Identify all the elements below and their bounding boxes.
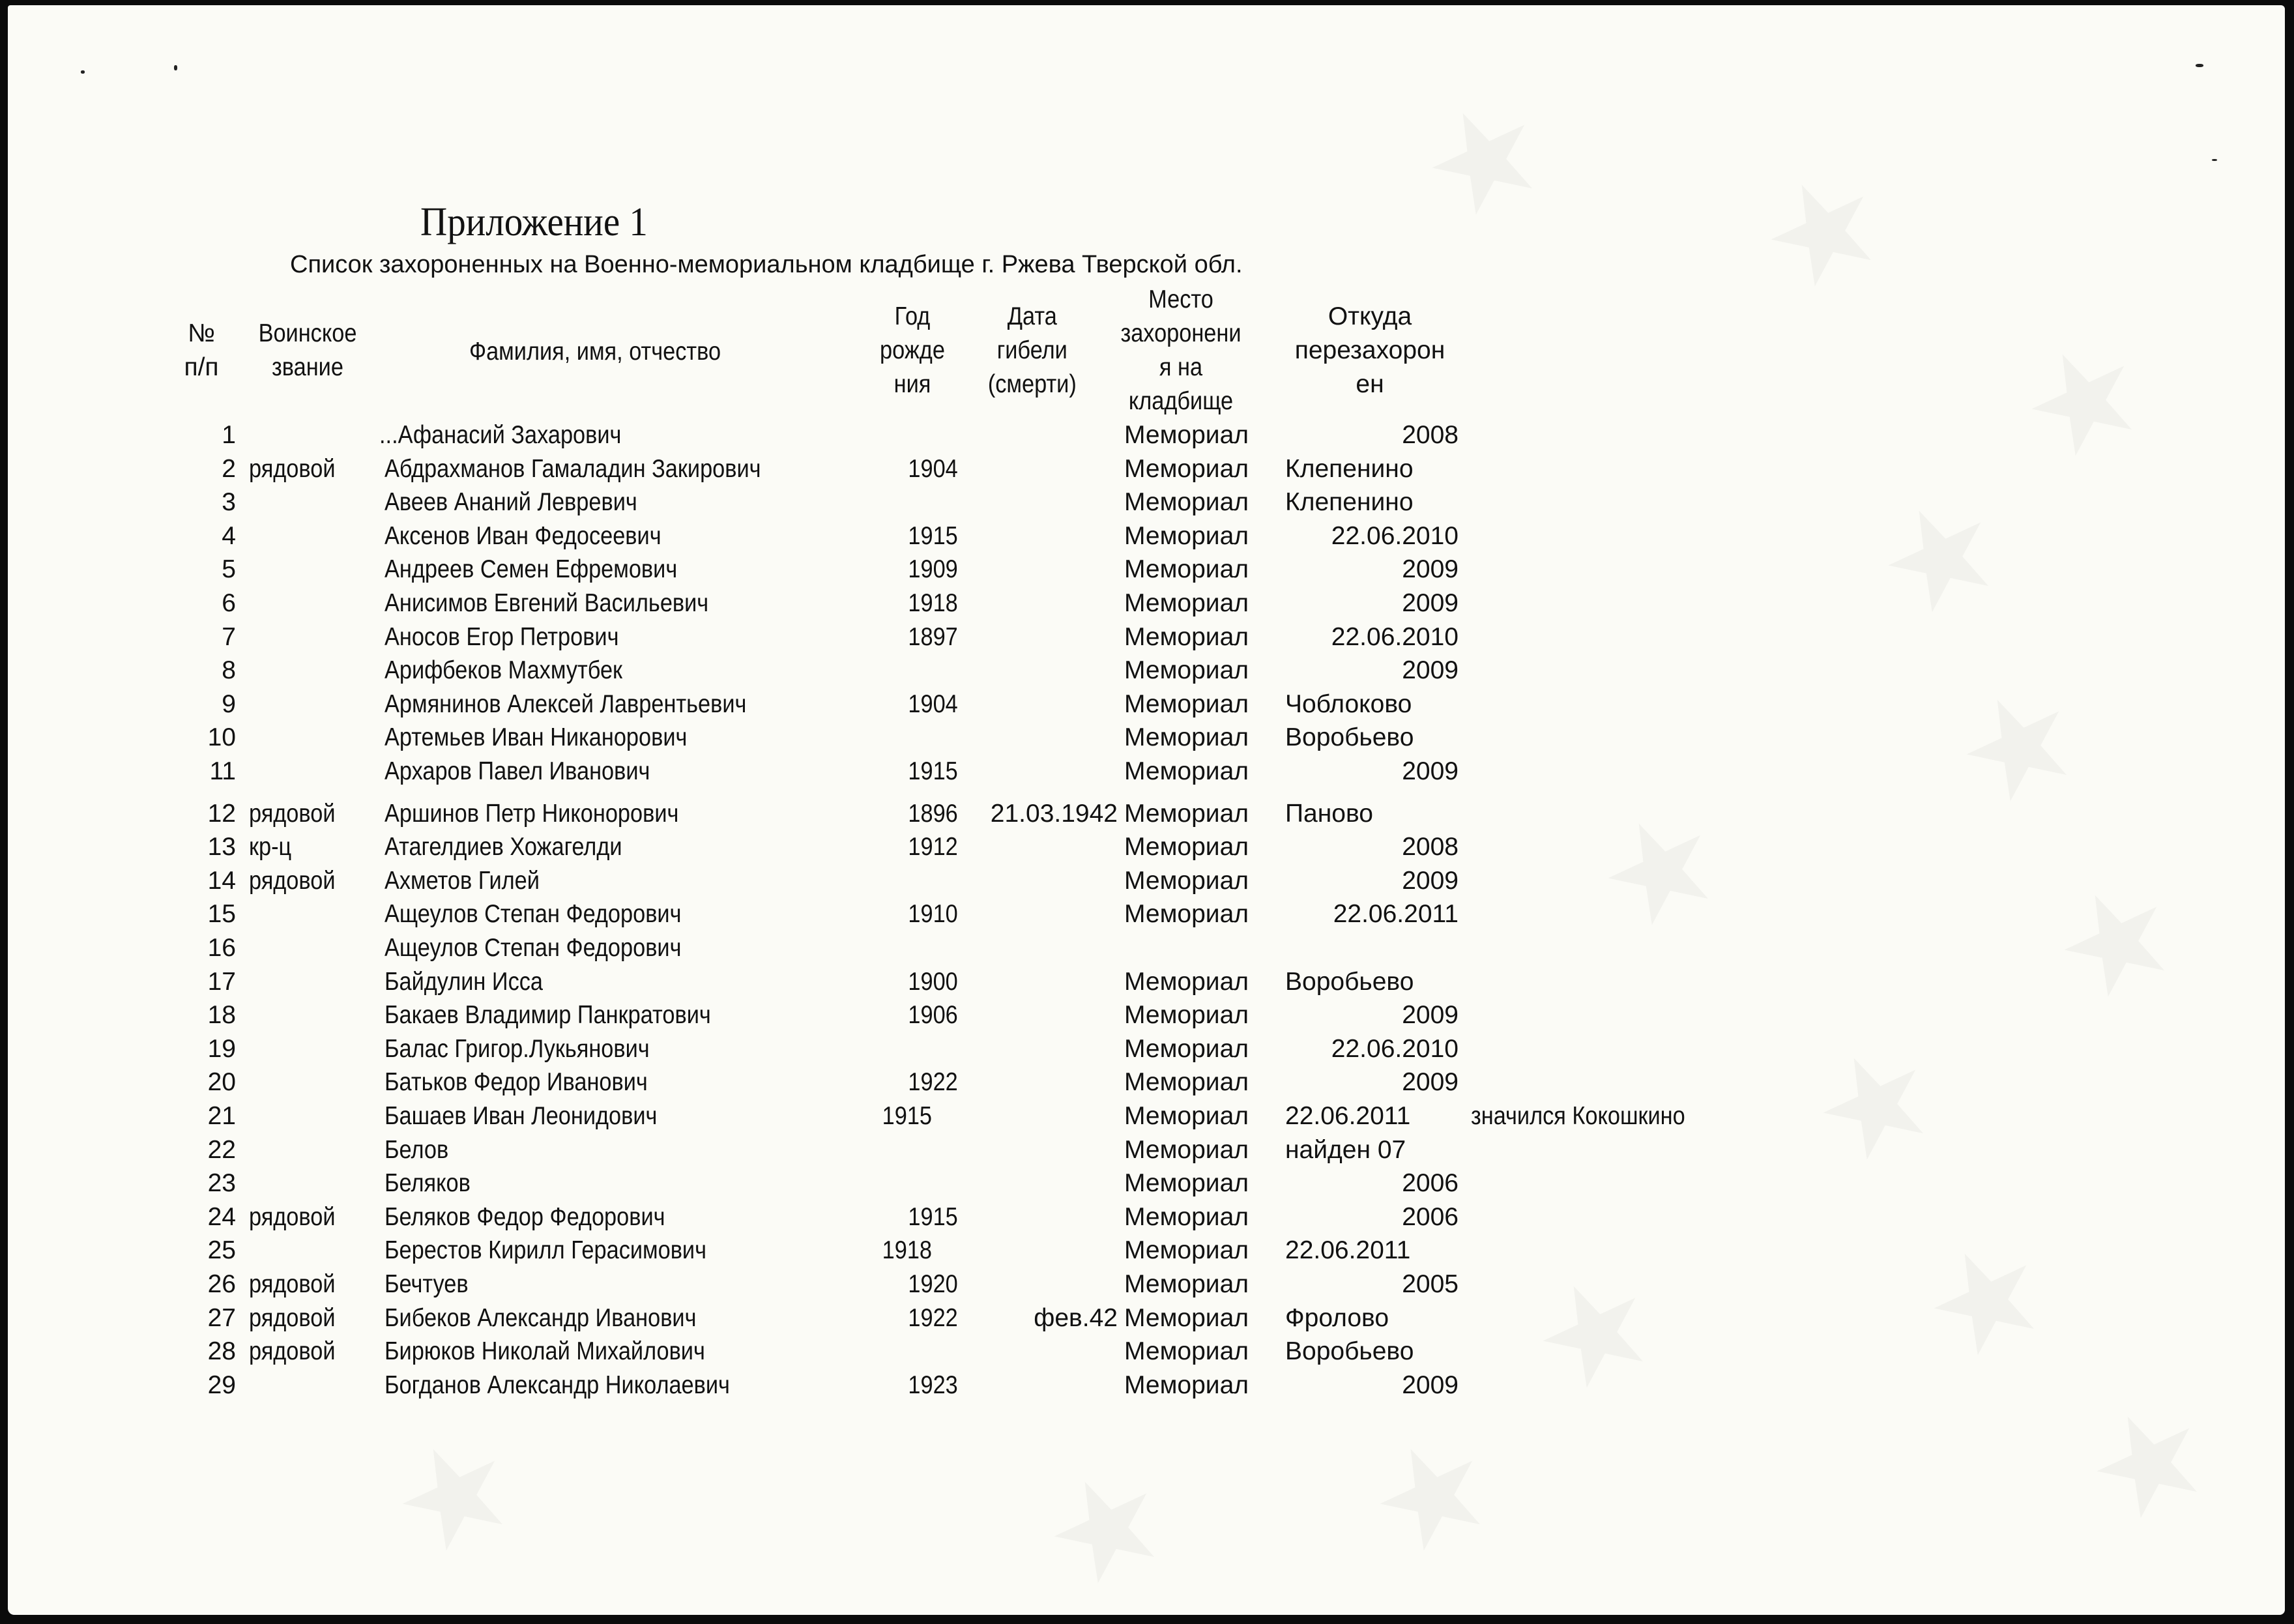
- cell-name: Армянинов Алексей Лаврентьевич: [385, 689, 747, 718]
- cell-burial: Мемориал: [1124, 1202, 1249, 1231]
- cell-rank: рядовой: [249, 799, 336, 828]
- cell-burial: Мемориал: [1124, 1303, 1249, 1332]
- cell-num: 16: [207, 934, 236, 962]
- cell-num: 28: [207, 1337, 236, 1366]
- watermark-star-icon: [1032, 1453, 1180, 1601]
- cell-name: Бечтуев: [385, 1270, 469, 1298]
- cell-origin: 2009: [1402, 1370, 1459, 1399]
- cell-burial: Мемориал: [1124, 1068, 1249, 1097]
- header-burial-line: я на: [1159, 353, 1203, 381]
- header-burial-line: Место: [1148, 285, 1213, 313]
- cell-burial: Мемориал: [1124, 1270, 1249, 1298]
- cell-birth: 1918: [882, 1236, 932, 1265]
- cell-origin: 2009: [1402, 589, 1459, 617]
- header-birth-line: Год: [894, 302, 931, 330]
- cell-num: 2: [222, 454, 236, 483]
- cell-num: 23: [207, 1169, 236, 1198]
- cell-burial: Мемориал: [1124, 656, 1249, 685]
- cell-burial: Мемориал: [1124, 799, 1249, 828]
- cell-rank: рядовой: [249, 1270, 336, 1298]
- cell-birth: 1896: [908, 799, 958, 828]
- cell-rank: рядовой: [249, 1303, 336, 1332]
- cell-origin: Фролово: [1285, 1303, 1389, 1332]
- cell-rank: рядовой: [249, 1337, 336, 1366]
- cell-name: Белов: [385, 1135, 449, 1164]
- watermark-star-icon: [2042, 867, 2190, 1014]
- cell-origin: 22.06.2010: [1331, 1034, 1459, 1063]
- header-num: [172, 317, 231, 384]
- cell-burial: Мемориал: [1124, 689, 1249, 718]
- cell-num: 21: [207, 1102, 236, 1130]
- cell-origin: 22.06.2010: [1331, 622, 1459, 651]
- cell-death: фев.42: [1034, 1303, 1118, 1332]
- header-rank: [250, 317, 365, 384]
- cell-burial: Мемориал: [1124, 622, 1249, 651]
- cell-burial: Мемориал: [1124, 833, 1249, 862]
- cell-burial: Мемориал: [1124, 555, 1249, 584]
- cell-origin: 2009: [1402, 757, 1459, 785]
- cell-name: Балас Григор.Лукьянович: [385, 1034, 650, 1063]
- cell-rank: рядовой: [249, 1202, 336, 1231]
- header-origin-line: перезахорон: [1294, 336, 1445, 364]
- cell-origin: Чоблоково: [1285, 689, 1412, 718]
- cell-origin: 2009: [1402, 1068, 1459, 1097]
- cell-name: Бирюков Николай Михайлович: [385, 1337, 705, 1366]
- watermark-star-icon: [381, 1421, 528, 1568]
- cell-burial: Мемориал: [1124, 1236, 1249, 1265]
- watermark-star-icon: [1410, 85, 1558, 232]
- cell-burial: Мемориал: [1124, 866, 1249, 895]
- page-title: Приложение 1: [420, 200, 648, 244]
- watermark-star-icon: [1586, 795, 1734, 942]
- watermark-star-icon: [1945, 671, 2092, 819]
- cell-burial: Мемориал: [1124, 1001, 1249, 1030]
- header-origin-line: ен: [1356, 370, 1384, 398]
- cell-origin: 2005: [1402, 1270, 1459, 1298]
- cell-origin: Воробьево: [1285, 967, 1414, 996]
- cell-origin: 2009: [1402, 1001, 1459, 1030]
- scan-speck: [2196, 64, 2203, 67]
- cell-rank: рядовой: [249, 454, 336, 483]
- header-death-line: гибели: [996, 336, 1067, 364]
- cell-name: Арифбеков Махмутбек: [385, 656, 623, 685]
- cell-burial: Мемориал: [1124, 421, 1249, 449]
- cell-name: ...Афанасий Захарович: [379, 421, 622, 449]
- cell-origin: 22.06.2011: [1333, 900, 1459, 929]
- cell-name: Беляков Федор Федорович: [385, 1202, 665, 1231]
- cell-num: 13: [207, 833, 236, 862]
- cell-name: Андреев Семен Ефремович: [385, 555, 678, 584]
- cell-num: 1: [222, 421, 236, 449]
- cell-burial: Мемориал: [1124, 1337, 1249, 1366]
- cell-origin: 2009: [1402, 656, 1459, 685]
- cell-name: Бибеков Александр Иванович: [385, 1303, 697, 1332]
- cell-birth: 1922: [908, 1068, 958, 1097]
- header-rank-line: Воинское: [258, 319, 357, 347]
- cell-burial: Мемориал: [1124, 454, 1249, 483]
- header-birth-line: рожде: [880, 336, 945, 364]
- watermark-star-icon: [1866, 482, 2014, 630]
- cell-note: значился Кокошкино: [1471, 1102, 1685, 1130]
- cell-num: 9: [222, 689, 236, 718]
- cell-birth: 1915: [908, 757, 958, 785]
- watermark-star-icon: [1801, 1030, 1949, 1177]
- cell-birth: 1920: [908, 1270, 958, 1298]
- cell-name: Анисимов Евгений Васильевич: [385, 589, 709, 617]
- cell-num: 27: [207, 1303, 236, 1332]
- cell-num: 18: [207, 1001, 236, 1030]
- cell-birth: 1915: [908, 521, 958, 550]
- cell-origin: 2008: [1402, 421, 1459, 449]
- cell-name: Аршинов Петр Никонорович: [385, 799, 679, 828]
- cell-birth: 1910: [908, 900, 958, 929]
- cell-name: Атагелдиев Хожагелди: [385, 833, 622, 862]
- cell-origin: 22.06.2011: [1285, 1102, 1411, 1130]
- cell-burial: Мемориал: [1124, 488, 1249, 517]
- cell-num: 25: [207, 1236, 236, 1265]
- cell-name: Авеев Ананий Левревич: [385, 488, 637, 517]
- cell-num: 22: [207, 1135, 236, 1164]
- cell-num: 6: [222, 589, 236, 617]
- cell-origin: 2009: [1402, 866, 1459, 895]
- cell-burial: Мемориал: [1124, 723, 1249, 752]
- cell-birth: 1904: [908, 454, 958, 483]
- cell-name: Богданов Александр Николаевич: [385, 1370, 730, 1399]
- cell-num: 14: [207, 866, 236, 895]
- cell-num: 26: [207, 1270, 236, 1298]
- watermark-star-icon: [1749, 156, 1896, 304]
- cell-birth: 1915: [882, 1102, 932, 1130]
- cell-origin: 2008: [1402, 833, 1459, 862]
- watermark-star-icon: [1521, 1258, 1668, 1405]
- cell-origin: 2006: [1402, 1202, 1459, 1231]
- cell-name: Беляков: [385, 1169, 471, 1198]
- cell-origin: 22.06.2010: [1331, 521, 1459, 550]
- cell-rank: кр-ц: [249, 833, 292, 862]
- cell-origin: Воробьево: [1285, 723, 1414, 752]
- watermark-star-icon: [2075, 1388, 2222, 1535]
- header-death-line: (смерти): [987, 370, 1077, 398]
- cell-burial: Мемориал: [1124, 1034, 1249, 1063]
- cell-num: 8: [222, 656, 236, 685]
- cell-origin: Клепенино: [1285, 454, 1414, 483]
- cell-name: Батьков Федор Иванович: [385, 1068, 648, 1097]
- cell-num: 24: [207, 1202, 236, 1231]
- scan-speck: [2212, 159, 2217, 161]
- cell-name: Аксенов Иван Федосеевич: [385, 521, 661, 550]
- cell-name: Абдрахманов Гамаладин Закирович: [385, 454, 761, 483]
- cell-birth: 1904: [908, 689, 958, 718]
- header-burial: [1109, 283, 1253, 418]
- header-rank-line: звание: [272, 353, 343, 381]
- cell-origin: Воробьево: [1285, 1337, 1414, 1366]
- header-birth-line: ния: [893, 370, 931, 398]
- cell-origin: найден 07: [1285, 1135, 1406, 1164]
- cell-burial: Мемориал: [1124, 1169, 1249, 1198]
- cell-name: Ащеулов Степан Федорович: [385, 900, 682, 929]
- header-death: [969, 300, 1096, 401]
- cell-num: 5: [222, 555, 236, 584]
- cell-num: 3: [222, 488, 236, 517]
- header-num-line: №: [188, 319, 215, 347]
- header-origin-line: Откуда: [1328, 302, 1412, 330]
- page-subtitle: Список захороненных на Военно-мемориальном кладбище г. Ржева Тверской обл.: [290, 251, 1243, 278]
- cell-origin: Клепенино: [1285, 488, 1414, 517]
- header-burial-line: захоронени: [1120, 319, 1241, 347]
- cell-num: 4: [222, 521, 236, 550]
- cell-num: 10: [207, 723, 236, 752]
- cell-origin: 2006: [1402, 1169, 1459, 1198]
- scan-speck: [174, 65, 177, 70]
- cell-rank: рядовой: [249, 866, 336, 895]
- cell-origin: Паново: [1285, 799, 1373, 828]
- cell-num: 17: [207, 967, 236, 996]
- cell-birth: 1915: [908, 1202, 958, 1231]
- watermark-star-icon: [2010, 326, 2157, 473]
- header-origin: [1275, 300, 1464, 401]
- cell-name: Берестов Кирилл Герасимович: [385, 1236, 706, 1265]
- cell-name: Архаров Павел Иванович: [385, 757, 650, 785]
- header-num-line: п/п: [184, 353, 219, 381]
- cell-birth: 1922: [908, 1303, 958, 1332]
- document-page: [8, 5, 2285, 1615]
- watermark-star-icon: [1912, 1225, 2059, 1372]
- cell-name: Байдулин Исса: [385, 967, 543, 996]
- cell-burial: Мемориал: [1124, 1370, 1249, 1399]
- cell-birth: 1909: [908, 555, 958, 584]
- cell-birth: 1906: [908, 1001, 958, 1030]
- scan-speck: [81, 70, 85, 74]
- cell-burial: Мемориал: [1124, 521, 1249, 550]
- cell-num: 15: [207, 900, 236, 929]
- cell-burial: Мемориал: [1124, 589, 1249, 617]
- cell-name: Ахметов Гилей: [385, 866, 540, 895]
- header-name: [469, 335, 756, 369]
- cell-num: 7: [222, 622, 236, 651]
- cell-burial: Мемориал: [1124, 757, 1249, 785]
- cell-num: 20: [207, 1068, 236, 1097]
- cell-num: 11: [209, 757, 236, 785]
- cell-name: Бакаев Владимир Панкратович: [385, 1001, 711, 1030]
- header-name-line: Фамилия, имя, отчество: [469, 338, 721, 366]
- cell-birth: 1900: [908, 967, 958, 996]
- cell-name: Башаев Иван Леонидович: [385, 1102, 658, 1130]
- cell-burial: Мемориал: [1124, 967, 1249, 996]
- cell-origin: 22.06.2011: [1285, 1236, 1411, 1265]
- header-birth: [855, 300, 970, 401]
- cell-num: 29: [207, 1370, 236, 1399]
- cell-num: 19: [207, 1034, 236, 1063]
- cell-name: Артемьев Иван Никанорович: [385, 723, 688, 752]
- cell-origin: 2009: [1402, 555, 1459, 584]
- cell-birth: 1897: [908, 622, 958, 651]
- cell-burial: Мемориал: [1124, 1135, 1249, 1164]
- cell-birth: 1923: [908, 1370, 958, 1399]
- cell-name: Аносов Егор Петрович: [385, 622, 619, 651]
- header-death-line: Дата: [1007, 302, 1057, 330]
- header-burial-line: кладбище: [1128, 387, 1234, 415]
- cell-birth: 1918: [908, 589, 958, 617]
- cell-birth: 1912: [908, 833, 958, 862]
- cell-name: Ащеулов Степан Федорович: [385, 934, 682, 962]
- cell-burial: Мемориал: [1124, 900, 1249, 929]
- cell-burial: Мемориал: [1124, 1102, 1249, 1130]
- cell-num: 12: [207, 799, 236, 828]
- watermark-star-icon: [1358, 1421, 1505, 1568]
- cell-death: 21.03.1942: [990, 799, 1118, 828]
